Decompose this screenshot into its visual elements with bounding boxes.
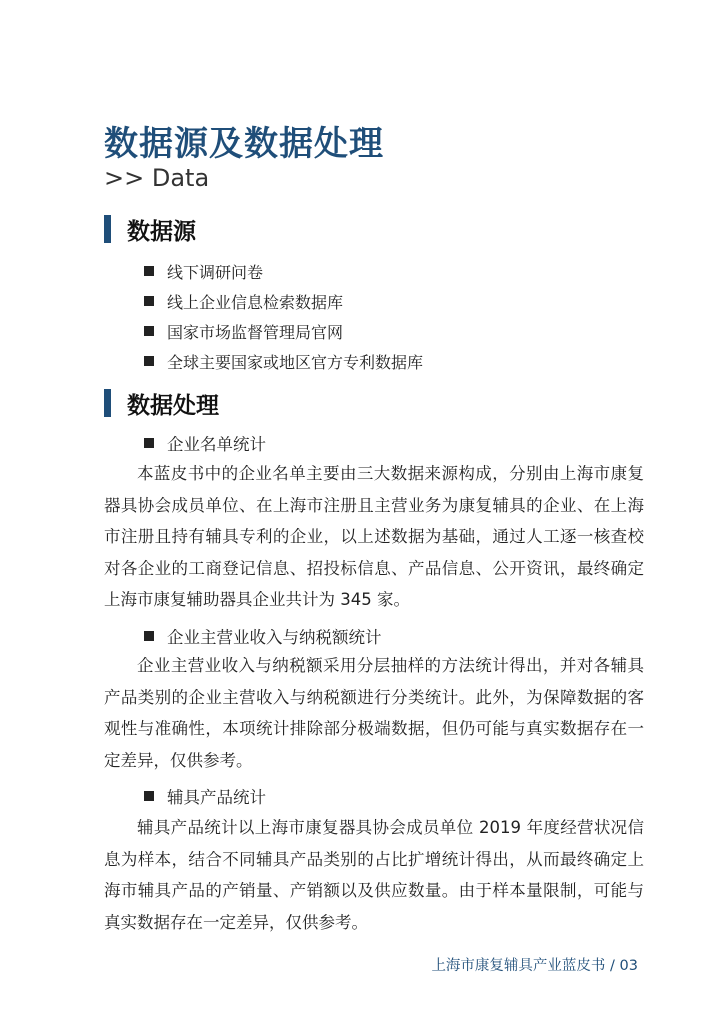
section-heading-label: 数据源 — [127, 218, 196, 245]
list-item — [144, 256, 423, 286]
square-bullet-icon — [144, 356, 154, 366]
subsection-title: 辅具产品统计 — [167, 788, 266, 807]
square-bullet-icon — [144, 296, 154, 306]
subsection-heading-product-stats — [144, 782, 266, 810]
paragraph-company-list: 本蓝皮书中的企业名单主要由三大数据来源构成，分别由上海市康复器具协会成员单位、在上海市注册且主营业务为康复辅具的企业、在上海市注册且持有辅具专利的企业，以上述数据为基础，通过人工逐一核查校对各企业的工商登记信息、招投标信息、产品信息、公开资讯，最终确定上海市康复辅助器具企业共计为 345 家。 — [104, 464, 644, 610]
data-source-list — [144, 256, 423, 376]
list-item — [144, 286, 423, 316]
square-bullet-icon — [144, 438, 154, 448]
page-footer: 上海市康复辅具产业蓝皮书 / 03 — [431, 958, 638, 974]
subsection-title: 企业名单统计 — [167, 435, 266, 454]
list-item-label: 线下调研问卷 — [167, 262, 264, 282]
subsection-title: 企业主营业收入与纳税额统计 — [167, 628, 382, 647]
square-bullet-icon — [144, 631, 154, 641]
section-heading-data-source — [104, 214, 196, 244]
section-heading-label: 数据处理 — [127, 392, 219, 419]
section-heading-data-processing — [104, 388, 219, 418]
list-item-label: 全球主要国家或地区官方专利数据库 — [167, 352, 424, 372]
list-item — [144, 316, 423, 346]
list-item-label: 线上企业信息检索数据库 — [167, 292, 344, 312]
square-bullet-icon — [144, 791, 154, 801]
subsection-heading-company-list — [144, 429, 266, 457]
page-title: 数据源及数据处理 — [104, 124, 384, 164]
square-bullet-icon — [144, 326, 154, 336]
list-item — [144, 346, 423, 376]
paragraph-product-stats: 辅具产品统计以上海市康复器具协会成员单位 2019 年度经营状况信息为样本，结合不同辅具产品类别的占比扩增统计得出，从而最终确定上海市辅具产品的产销量、产销额以及供应数量。由于样本量限制，可能与真实数据存在一定差异，仅供参考。 — [104, 818, 644, 932]
section-marker-bar — [104, 389, 111, 417]
square-bullet-icon — [144, 266, 154, 276]
subsection-heading-revenue-tax — [144, 622, 382, 650]
section-marker-bar — [104, 215, 111, 243]
list-item-label: 国家市场监督管理局官网 — [167, 322, 344, 342]
paragraph-revenue-tax: 企业主营业收入与纳税额采用分层抽样的方法统计得出，并对各辅具产品类别的企业主营收入与纳税额进行分类统计。此外，为保障数据的客观性与准确性，本项统计排除部分极端数据，但仍可能与真实数据存在一定差异，仅供参考。 — [104, 656, 644, 770]
page-subtitle: >> Data — [104, 164, 210, 192]
